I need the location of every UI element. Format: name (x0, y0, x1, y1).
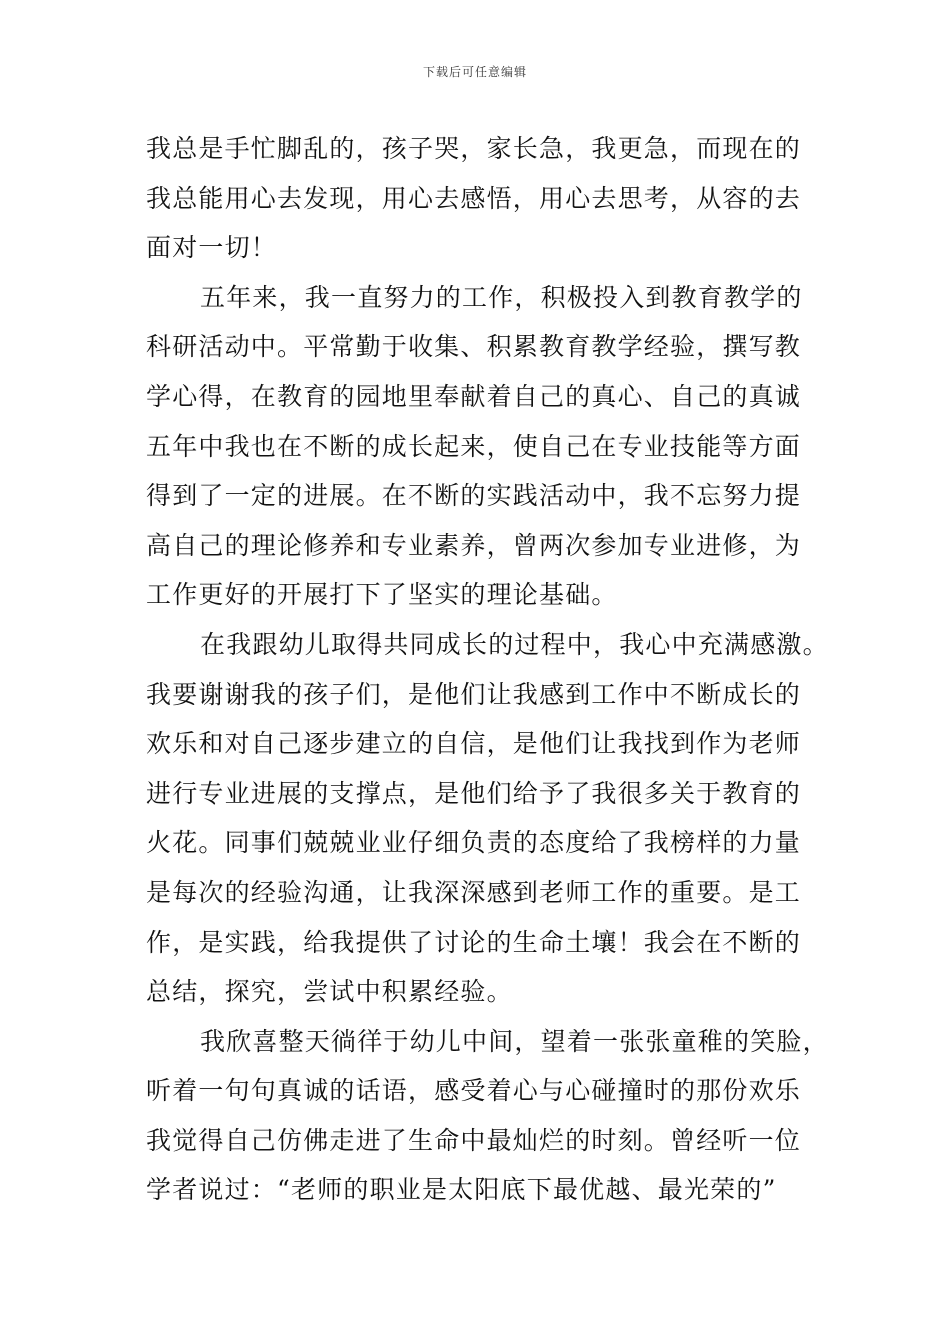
text-line: 面对一切！ (146, 233, 278, 263)
text-line: 我要谢谢我的孩子们，是他们让我感到工作中不断成长的 (146, 679, 802, 709)
text-line: 进行专业进展的支撑点，是他们给予了我很多关于教育的 (146, 778, 802, 808)
text-line: 工作更好的开展打下了坚实的理论基础。 (146, 580, 618, 610)
document-body (146, 124, 829, 1215)
paragraph-start-line: 在我跟幼儿取得共同成长的过程中，我心中充满感激。 (200, 629, 829, 659)
text-line: 火花。同事们兢兢业业仔细负责的态度给了我榜样的力量 (146, 828, 802, 858)
text-line: 学者说过：“老师的职业是太阳底下最优越、最光荣的” (146, 1175, 777, 1205)
paragraph-start-line: 我欣喜整天徜徉于幼儿中间，望着一张张童稚的笑脸， (200, 1026, 829, 1056)
text-line: 总结，探究，尝试中积累经验。 (146, 977, 513, 1007)
text-line: 学心得，在教育的园地里奉献着自己的真心、自己的真诚 (146, 381, 802, 411)
text-line: 科研活动中。平常勤于收集、积累教育教学经验，撰写教 (146, 332, 802, 362)
text-line: 我总能用心去发现，用心去感悟，用心去思考，从容的去 (146, 183, 802, 213)
text-line: 我觉得自己仿佛走进了生命中最灿烂的时刻。曾经听一位 (146, 1125, 802, 1155)
text-line: 是每次的经验沟通，让我深深感到老师工作的重要。是工 (146, 877, 802, 907)
paragraph-start-line: 五年来，我一直努力的工作，积极投入到教育教学的 (200, 282, 803, 312)
text-line: 得到了一定的进展。在不断的实践活动中，我不忘努力提 (146, 481, 802, 511)
text-line: 高自己的理论修养和专业素养，曾两次参加专业进修，为 (146, 530, 802, 560)
text-line: 作，是实践，给我提供了讨论的生命土壤！我会在不断的 (146, 927, 802, 957)
text-line: 五年中我也在不断的成长起来，使自己在专业技能等方面 (146, 431, 802, 461)
text-line: 我总是手忙脚乱的，孩子哭，家长急，我更急，而现在的 (146, 134, 802, 163)
text-line: 欢乐和对自己逐步建立的自信，是他们让我找到作为老师 (146, 729, 802, 759)
page-header: 下载后可任意编辑 (422, 65, 527, 79)
text-line: 听着一句句真诚的话语，感受着心与心碰撞时的那份欢乐 (146, 1076, 802, 1106)
